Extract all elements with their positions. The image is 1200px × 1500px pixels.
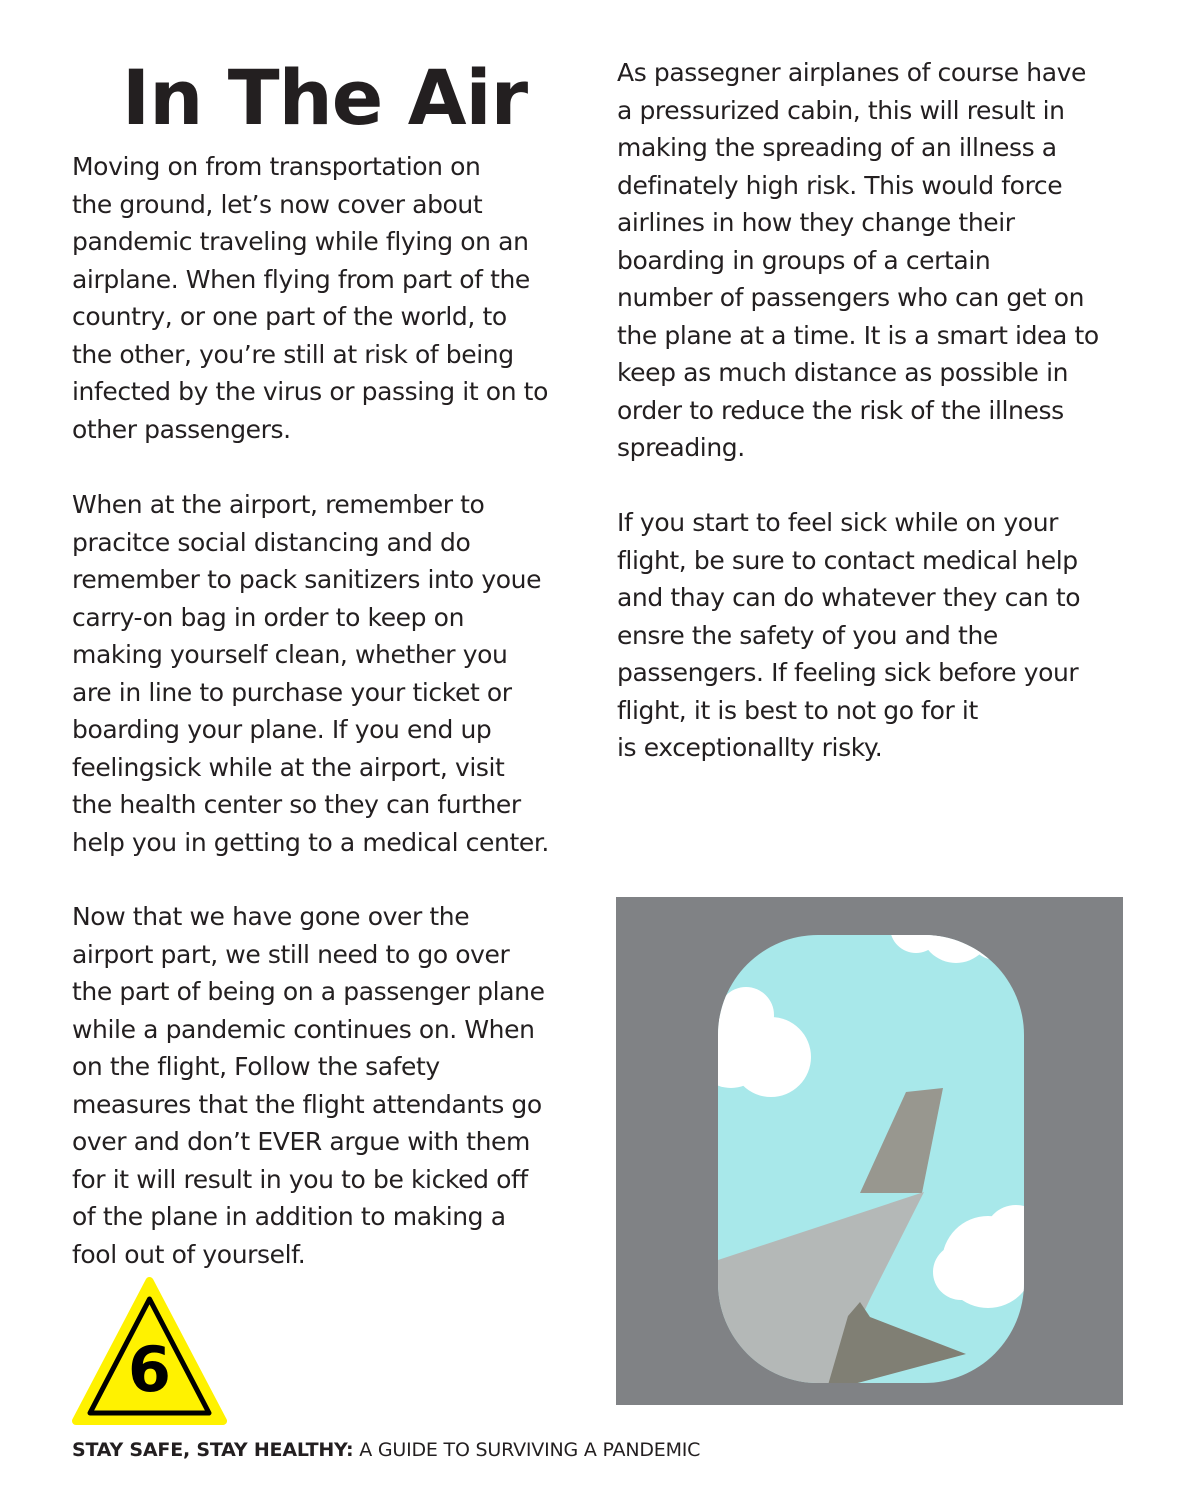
airplane-window-wing-icon: [616, 897, 1123, 1405]
body-paragraph-pressurized-cabin: As passegner airplanes of course have a pressurized cabin, this will result in making the spreading of an illness a definately high risk. This would force airlines in how they change their boarding in groups of a certain number of passengers who can get on the plane at a time. It is a smart idea to keep as much distance as possible in order to reduce the risk of the illness spreading.: [617, 58, 1099, 462]
footer-tagline: [72, 1438, 700, 1462]
body-paragraph-feeling-sick: If you start to feel sick while on your flight, be sure to contact medical help and thay can do whatever they can to ensre the safety of you and the passengers. If feeling sick before your flight, it is best to not go for it is exceptionallty risky.: [617, 508, 1081, 762]
body-paragraph-transportation: Moving on from transportation on the ground, let’s now cover about pandemic traveling while flying on an airplane. When flying from part of the country, or one part of the world, to the other, you’re still at risk of being infected by the virus or passing it on to other passengers.: [72, 152, 548, 444]
footer-bold: STAY SAFE, STAY HEALTHY:: [72, 1439, 354, 1461]
page-title: In The Air: [121, 53, 528, 142]
footer-rest: A GUIDE TO SURVIVING A PANDEMIC: [353, 1439, 701, 1461]
body-paragraph-on-plane: Now that we have gone over the airport part, we still need to go over the part of being on a passenger plane while a pandemic continues on. When on the flight, Follow the safety measures that the flight attendants go over and don’t EVER argue with them for it will result in you to be kicked off of the plane in addition to making a fool out of yourself.: [72, 902, 545, 1269]
body-paragraph-airport: When at the airport, remember to pracitce social distancing and do remember to pack sanitizers into youe carry-on bag in order to keep on making yourself clean, whether you are in line to purchase your ticket or boarding your plane. If you end up feelingsick while at the airport, visit the health center so they can further help you in getting to a medical center.: [72, 490, 549, 857]
warning-triangle-icon: [72, 1275, 227, 1427]
page-number: 6: [127, 1333, 172, 1406]
